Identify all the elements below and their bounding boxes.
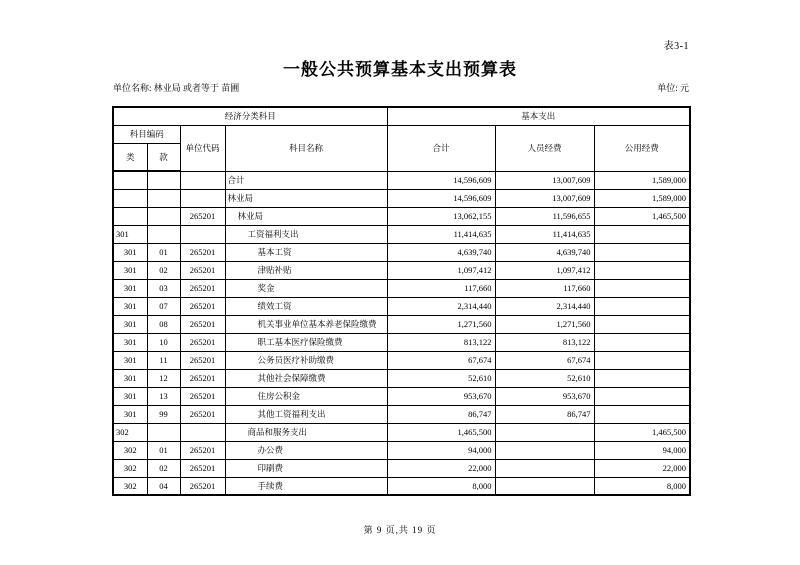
cell-public: 8,000 — [594, 477, 690, 495]
cell-unit-code — [180, 171, 225, 189]
cell-public: 1,465,500 — [594, 207, 690, 225]
cell-item — [147, 423, 180, 441]
cell-personnel: 13,007,609 — [495, 171, 594, 189]
cell-public — [594, 297, 690, 315]
header-subject-code: 科目编码 — [113, 125, 180, 143]
cell-class — [113, 171, 147, 189]
cell-total: 52,610 — [387, 369, 495, 387]
cell-personnel: 1,097,412 — [495, 261, 594, 279]
cell-personnel: 1,271,560 — [495, 315, 594, 333]
header-total: 合计 — [387, 125, 495, 171]
cell-item: 08 — [147, 315, 180, 333]
cell-total: 14,596,609 — [387, 189, 495, 207]
cell-class: 301 — [113, 243, 147, 261]
table-body — [113, 171, 690, 495]
cell-personnel — [495, 441, 594, 459]
cell-personnel — [495, 459, 594, 477]
cell-public: 22,000 — [594, 459, 690, 477]
cell-total: 22,000 — [387, 459, 495, 477]
cell-personnel — [495, 477, 594, 495]
cell-total: 94,000 — [387, 441, 495, 459]
cell-class: 301 — [113, 279, 147, 297]
cell-public — [594, 279, 690, 297]
table-row — [113, 351, 690, 369]
cell-unit-code: 265201 — [180, 243, 225, 261]
cell-item: 10 — [147, 333, 180, 351]
cell-subject-name: 林业局 — [225, 207, 387, 225]
cell-public — [594, 333, 690, 351]
cell-public — [594, 315, 690, 333]
cell-personnel: 117,660 — [495, 279, 594, 297]
cell-public — [594, 405, 690, 423]
cell-item: 99 — [147, 405, 180, 423]
table-row — [113, 315, 690, 333]
cell-unit-code: 265201 — [180, 405, 225, 423]
cell-item: 04 — [147, 477, 180, 495]
table-row — [113, 459, 690, 477]
header-item: 款 — [147, 143, 180, 171]
cell-public: 94,000 — [594, 441, 690, 459]
table-row — [113, 261, 690, 279]
header-basic-group: 基本支出 — [387, 107, 690, 125]
table-row — [113, 387, 690, 405]
cell-public: 1,589,000 — [594, 171, 690, 189]
cell-class: 301 — [113, 369, 147, 387]
page-title: 一般公共预算基本支出预算表 — [283, 60, 517, 79]
cell-personnel: 86,747 — [495, 405, 594, 423]
cell-item: 03 — [147, 279, 180, 297]
table-row — [113, 297, 690, 315]
cell-total: 1,097,412 — [387, 261, 495, 279]
table-row — [113, 423, 690, 441]
table-row — [113, 441, 690, 459]
cell-unit-code: 265201 — [180, 207, 225, 225]
cell-unit-code: 265201 — [180, 441, 225, 459]
cell-public — [594, 369, 690, 387]
header-public: 公用经费 — [594, 125, 690, 171]
cell-unit-code: 265201 — [180, 279, 225, 297]
cell-personnel: 11,414,635 — [495, 225, 594, 243]
table-row — [113, 171, 690, 189]
cell-subject-name: 其他工资福利支出 — [225, 405, 387, 423]
cell-item: 12 — [147, 369, 180, 387]
cell-personnel: 11,596,655 — [495, 207, 594, 225]
cell-public — [594, 387, 690, 405]
cell-personnel: 2,314,440 — [495, 297, 594, 315]
cell-class: 302 — [113, 459, 147, 477]
table-row — [113, 279, 690, 297]
cell-personnel: 4,639,740 — [495, 243, 594, 261]
cell-unit-code — [180, 423, 225, 441]
cell-total: 8,000 — [387, 477, 495, 495]
table-row — [113, 243, 690, 261]
cell-total: 14,596,609 — [387, 171, 495, 189]
cell-class: 302 — [113, 477, 147, 495]
cell-total: 67,674 — [387, 351, 495, 369]
header-group-row — [113, 107, 690, 125]
cell-item: 01 — [147, 243, 180, 261]
cell-unit-code: 265201 — [180, 333, 225, 351]
cell-unit-code: 265201 — [180, 387, 225, 405]
cell-class: 301 — [113, 297, 147, 315]
table-row — [113, 333, 690, 351]
cell-item — [147, 171, 180, 189]
currency-unit-label: 单位: 元 — [657, 83, 689, 93]
cell-subject-name: 林业局 — [225, 189, 387, 207]
cell-personnel: 13,007,609 — [495, 189, 594, 207]
cell-total: 953,670 — [387, 387, 495, 405]
cell-personnel: 67,674 — [495, 351, 594, 369]
cell-unit-code: 265201 — [180, 297, 225, 315]
cell-item — [147, 189, 180, 207]
cell-class: 301 — [113, 387, 147, 405]
cell-public: 1,589,000 — [594, 189, 690, 207]
cell-public — [594, 243, 690, 261]
cell-total: 2,314,440 — [387, 297, 495, 315]
table-tag: 表3-1 — [663, 41, 689, 52]
cell-subject-name: 机关事业单位基本养老保险缴费 — [225, 315, 387, 333]
header-class: 类 — [113, 143, 147, 171]
cell-personnel: 52,610 — [495, 369, 594, 387]
cell-public — [594, 225, 690, 243]
budget-table-wrap — [112, 106, 691, 496]
cell-subject-name: 手续费 — [225, 477, 387, 495]
cell-subject-name: 津贴补贴 — [225, 261, 387, 279]
table-row — [113, 369, 690, 387]
cell-class: 301 — [113, 225, 147, 243]
cell-class: 301 — [113, 315, 147, 333]
cell-unit-code: 265201 — [180, 477, 225, 495]
cell-total: 1,271,560 — [387, 315, 495, 333]
cell-personnel — [495, 423, 594, 441]
cell-class — [113, 189, 147, 207]
cell-public: 1,465,500 — [594, 423, 690, 441]
cell-subject-name: 商品和服务支出 — [225, 423, 387, 441]
cell-class: 301 — [113, 333, 147, 351]
cell-item: 13 — [147, 387, 180, 405]
table-row — [113, 477, 690, 495]
cell-subject-name: 办公费 — [225, 441, 387, 459]
cell-class: 302 — [113, 441, 147, 459]
cell-unit-code — [180, 189, 225, 207]
cell-subject-name: 基本工资 — [225, 243, 387, 261]
table-row — [113, 225, 690, 243]
cell-item: 11 — [147, 351, 180, 369]
cell-unit-code: 265201 — [180, 261, 225, 279]
header-economic-group: 经济分类科目 — [113, 107, 387, 125]
cell-subject-name: 其他社会保障缴费 — [225, 369, 387, 387]
info-line — [113, 81, 689, 94]
table-row — [113, 207, 690, 225]
header-subject-name: 科目名称 — [225, 125, 387, 171]
cell-total: 117,660 — [387, 279, 495, 297]
cell-total: 11,414,635 — [387, 225, 495, 243]
cell-personnel: 953,670 — [495, 387, 594, 405]
table-row — [113, 189, 690, 207]
cell-subject-name: 工资福利支出 — [225, 225, 387, 243]
cell-subject-name: 绩效工资 — [225, 297, 387, 315]
table-header — [113, 107, 690, 171]
cell-subject-name: 公务员医疗补助缴费 — [225, 351, 387, 369]
cell-unit-code: 265201 — [180, 459, 225, 477]
header-unit-code: 单位代码 — [180, 125, 225, 171]
cell-unit-code: 265201 — [180, 369, 225, 387]
cell-total: 1,465,500 — [387, 423, 495, 441]
cell-item: 02 — [147, 261, 180, 279]
cell-class — [113, 207, 147, 225]
cell-total: 86,747 — [387, 405, 495, 423]
cell-total: 813,122 — [387, 333, 495, 351]
cell-item — [147, 225, 180, 243]
cell-total: 13,062,155 — [387, 207, 495, 225]
cell-total: 4,639,740 — [387, 243, 495, 261]
cell-subject-name: 合计 — [225, 171, 387, 189]
unit-name-label: 单位名称: 林业局 或者等于 苗圃 — [113, 83, 240, 93]
cell-subject-name: 印刷费 — [225, 459, 387, 477]
cell-class: 302 — [113, 423, 147, 441]
cell-unit-code: 265201 — [180, 315, 225, 333]
cell-item — [147, 207, 180, 225]
cell-class: 301 — [113, 405, 147, 423]
cell-item: 07 — [147, 297, 180, 315]
cell-unit-code — [180, 225, 225, 243]
header-personnel: 人员经费 — [495, 125, 594, 171]
cell-subject-name: 住房公积金 — [225, 387, 387, 405]
cell-public — [594, 351, 690, 369]
cell-class: 301 — [113, 351, 147, 369]
cell-class: 301 — [113, 261, 147, 279]
header-sub-row — [113, 125, 690, 143]
cell-item: 01 — [147, 441, 180, 459]
cell-subject-name: 奖金 — [225, 279, 387, 297]
page-number-footer: 第 9 页,共 19 页 — [363, 525, 437, 535]
cell-unit-code: 265201 — [180, 351, 225, 369]
budget-table — [112, 106, 691, 496]
cell-personnel: 813,122 — [495, 333, 594, 351]
cell-item: 02 — [147, 459, 180, 477]
table-row — [113, 405, 690, 423]
cell-public — [594, 261, 690, 279]
cell-subject-name: 职工基本医疗保险缴费 — [225, 333, 387, 351]
